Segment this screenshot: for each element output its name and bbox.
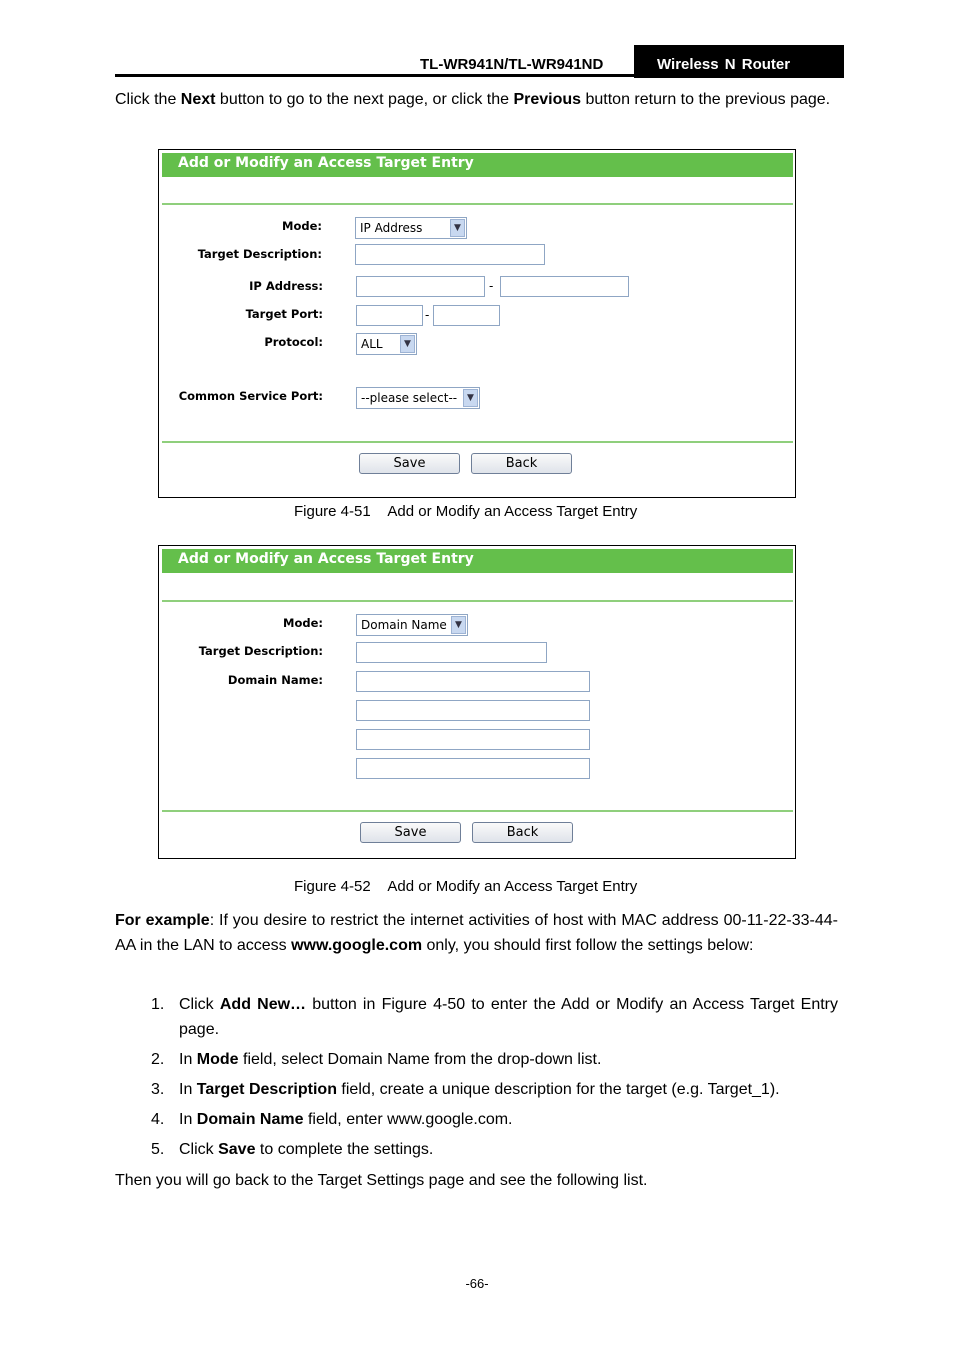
figure-52-panel — [158, 545, 796, 859]
list-item — [115, 1077, 838, 1102]
intro-text-2: button to go to the next page, or click the — [215, 91, 514, 108]
protocol-label: Protocol: — [264, 335, 323, 349]
figure-51-panel — [158, 149, 796, 498]
intro-text-3: button return to the previous page. — [581, 91, 831, 108]
service-select-value: --please select-- — [361, 391, 458, 405]
step-text-b: Domain Name — [196, 1111, 304, 1128]
example-lead: For example — [115, 912, 210, 929]
step-text-b: Save — [218, 1141, 256, 1158]
caption-text: Add or Modify an Access Target Entry — [387, 503, 638, 520]
common-service-port-label: Common Service Port: — [178, 389, 323, 403]
chevron-down-icon: ▼ — [451, 616, 466, 634]
chevron-down-icon: ▼ — [450, 219, 465, 237]
mode-label: Mode: — [282, 219, 322, 233]
list-item — [115, 1107, 838, 1132]
chevron-down-icon: ▼ — [400, 335, 415, 353]
header-model: TL-WR941N/TL-WR941ND — [420, 56, 604, 73]
intro-previous: Previous — [513, 91, 582, 108]
domain-name-label: Domain Name: — [227, 673, 323, 687]
step-text-b: Add New… — [219, 996, 307, 1013]
target-description-label: Target Description: — [198, 644, 323, 658]
step-text-a: Click — [179, 1141, 219, 1158]
step-text — [179, 1137, 838, 1162]
step-text — [179, 1077, 838, 1102]
target-description-input[interactable] — [356, 642, 547, 663]
list-item — [115, 992, 838, 1042]
step-text-b: Mode — [196, 1051, 239, 1068]
domain-name-input-4[interactable] — [356, 758, 590, 779]
step-text-a: Click — [179, 996, 220, 1013]
page-number: -66- — [465, 1276, 489, 1291]
panel-title: Add or Modify an Access Target Entry — [162, 153, 793, 177]
step-number: 4. — [151, 1111, 165, 1128]
chevron-down-icon: ▼ — [463, 389, 478, 407]
step-text-c: field, select Domain Name from the drop-down list. — [238, 1051, 602, 1068]
target-port-start-input[interactable] — [356, 305, 423, 326]
port-range-dash: - — [425, 308, 430, 322]
mode-select[interactable] — [356, 614, 468, 636]
example-text-2: only, you should first follow the settings below: — [422, 936, 754, 954]
protocol-select-value: ALL — [361, 337, 383, 351]
back-button[interactable]: Back — [472, 822, 573, 843]
step-text-c: to complete the settings. — [255, 1141, 434, 1158]
figure-51-caption — [294, 503, 637, 520]
ip-address-label: IP Address: — [249, 279, 323, 293]
mode-label: Mode: — [283, 616, 323, 630]
mode-select-value: IP Address — [360, 221, 423, 235]
caption-text: Add or Modify an Access Target Entry — [387, 878, 638, 895]
step-text-a: In — [179, 1051, 197, 1068]
back-button[interactable]: Back — [471, 453, 572, 474]
closing-paragraph: Then you will go back to the Target Settings page and see the following list. — [115, 1172, 648, 1189]
target-port-label: Target Port: — [245, 307, 323, 321]
save-button[interactable]: Save — [359, 453, 460, 474]
intro-text-1: Click the — [115, 91, 181, 108]
target-port-end-input[interactable] — [433, 305, 500, 326]
step-number: 2. — [151, 1051, 165, 1068]
step-text-a: In — [179, 1111, 197, 1128]
target-description-label: Target Description: — [197, 247, 322, 261]
panel-title: Add or Modify an Access Target Entry — [162, 549, 793, 573]
ip-address-start-input[interactable] — [356, 276, 485, 297]
step-number: 5. — [151, 1141, 165, 1158]
example-paragraph — [115, 909, 838, 958]
example-site: www.google.com — [291, 936, 423, 954]
step-number: 3. — [151, 1081, 165, 1098]
header-rule — [115, 74, 844, 77]
step-text-c: field, create a unique description for the target (e.g. Target_1). — [336, 1081, 780, 1098]
mode-select-value: Domain Name — [361, 618, 447, 632]
mode-select[interactable] — [355, 217, 467, 239]
intro-paragraph — [115, 88, 838, 113]
ip-address-end-input[interactable] — [500, 276, 629, 297]
list-item — [115, 1137, 838, 1162]
intro-next: Next — [180, 91, 216, 108]
panel-divider-bottom — [162, 810, 793, 812]
step-text — [179, 1107, 838, 1132]
caption-number: Figure 4-51 — [294, 503, 371, 520]
step-text-c: field, enter www.google.com. — [303, 1111, 513, 1128]
domain-name-input-1[interactable] — [356, 671, 590, 692]
save-button[interactable]: Save — [360, 822, 461, 843]
panel-divider-bottom — [162, 441, 793, 443]
panel-divider-top — [162, 600, 793, 602]
step-text-c: button in Figure 4-50 to enter the Add or Modify an Access Target Entry page. — [179, 996, 839, 1038]
example-text-1: : If you desire to restrict the internet activities of host with MAC address 00-11-22-33-44-AA in the LAN to access — [115, 912, 839, 954]
step-text — [179, 992, 838, 1042]
step-text-b: Target Description — [196, 1081, 337, 1098]
step-text — [179, 1047, 838, 1072]
panel-divider-top — [162, 203, 793, 205]
list-item — [115, 1047, 838, 1072]
domain-name-input-3[interactable] — [356, 729, 590, 750]
common-service-port-select[interactable] — [356, 387, 480, 409]
header-product: Wireless N Router — [634, 45, 844, 78]
caption-number: Figure 4-52 — [294, 878, 371, 895]
domain-name-input-2[interactable] — [356, 700, 590, 721]
target-description-input[interactable] — [355, 244, 545, 265]
figure-52-caption — [294, 878, 637, 895]
step-text-a: In — [179, 1081, 197, 1098]
protocol-select[interactable] — [356, 333, 417, 355]
step-number: 1. — [151, 996, 165, 1013]
ip-range-dash: - — [489, 279, 494, 293]
